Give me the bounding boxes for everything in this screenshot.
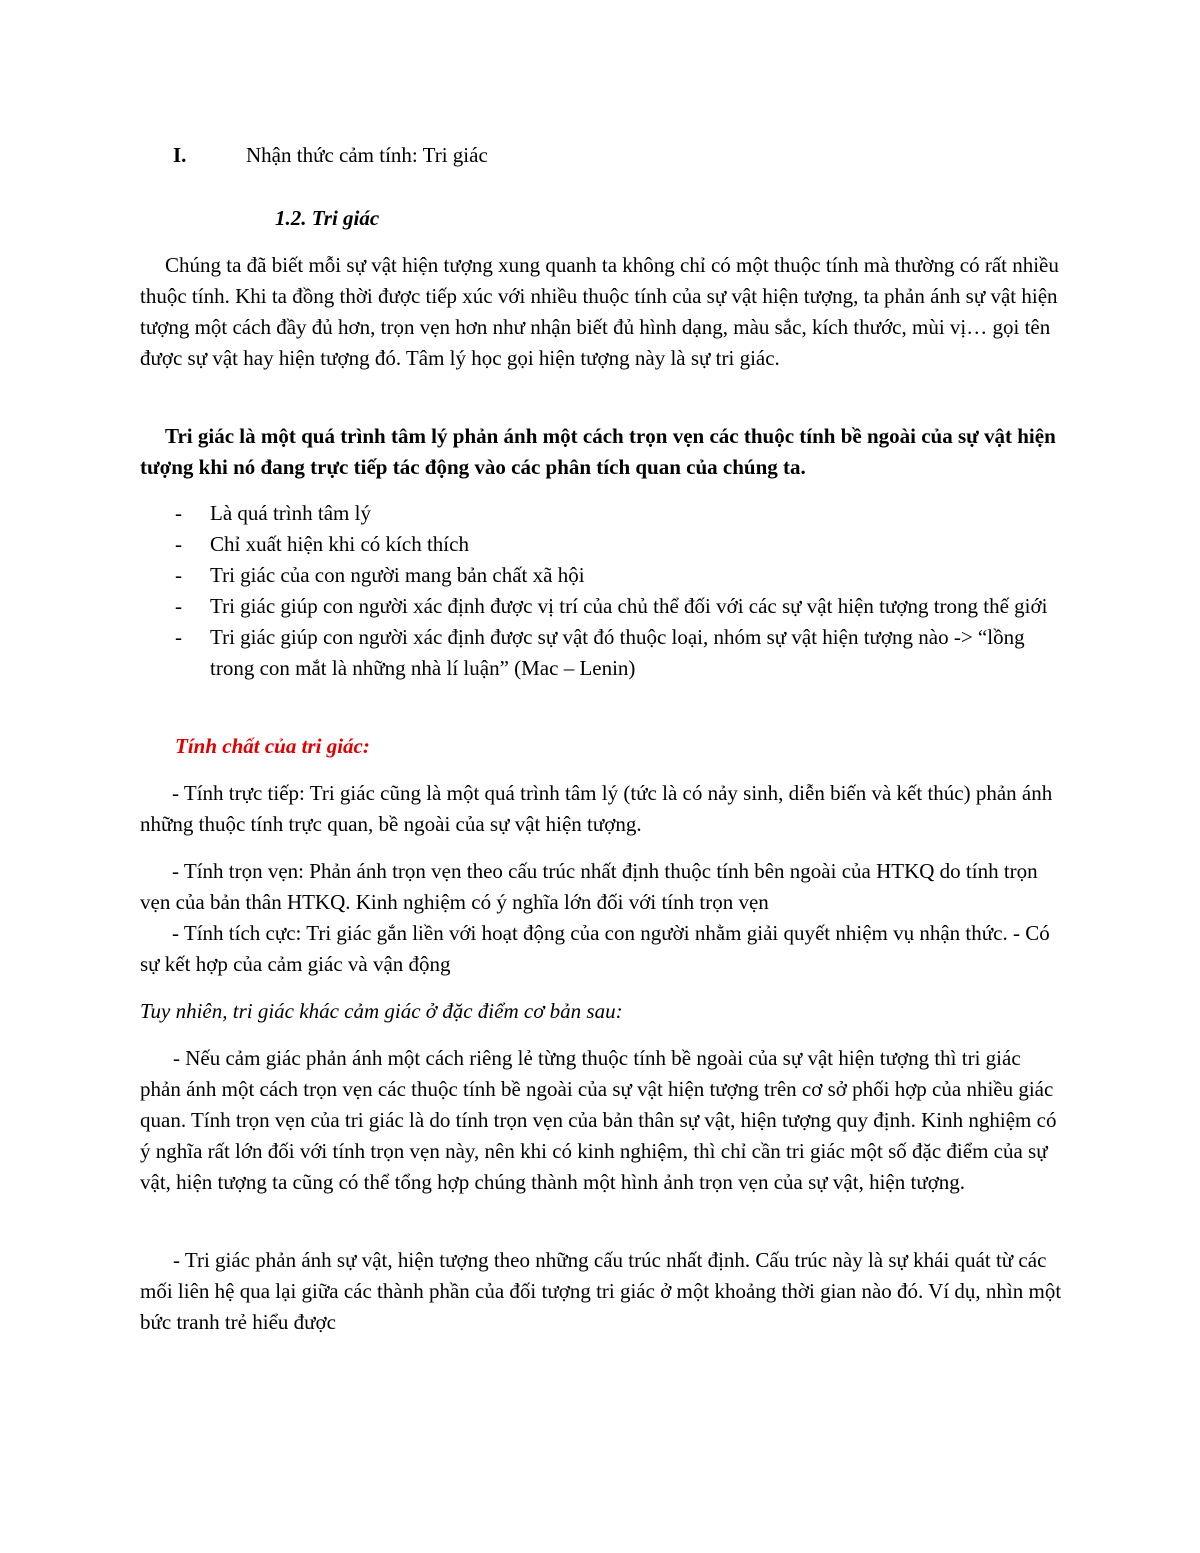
property-direct: - Tính trực tiếp: Tri giác cũng là một quá trình tâm lý (tức là có nảy sinh, diễn biến và kết thúc) phản ánh những thuộc tính trực quan, bề ngoài của sự vật hiện tượng. — [140, 781, 1053, 836]
bullet-dash: - — [175, 563, 182, 587]
bullet-dash: - — [175, 594, 182, 618]
difference-heading: Tuy nhiên, tri giác khác cảm giác ở đặc điểm cơ bản sau: — [140, 999, 623, 1023]
section-title: Nhận thức cảm tính: Tri giác — [246, 143, 488, 167]
bullet-dash: - — [175, 501, 182, 525]
difference-paragraph-2: - Tri giác phản ánh sự vật, hiện tượng theo những cấu trúc nhất định. Cấu trúc này là sự khái quát từ các mối liên hệ qua lại giữa các thành phần của đối tượng tri giác ở một khoảng thời gian nào đó. Ví dụ, nhìn một bức tranh trẻ hiểu được — [140, 1248, 1062, 1334]
intro-paragraph: Chúng ta đã biết mỗi sự vật hiện tượng xung quanh ta không chỉ có một thuộc tính mà thường có rất nhiều thuộc tính. Khi ta đồng thời được tiếp xúc với nhiều thuộc tính của sự vật hiện tượng, ta phản ánh sự vật hiện tượng một cách đầy đủ hơn, trọn vẹn hơn như nhận biết đủ hình dạng, màu sắc, kích thước, mùi vị… gọi tên được sự vật hay hiện tượng đó. Tâm lý học gọi hiện tượng này là sự tri giác. — [140, 253, 1059, 370]
property-whole: - Tính trọn vẹn: Phản ánh trọn vẹn theo cấu trúc nhất định thuộc tính bên ngoài của HTKQ do tính trọn vẹn của bản thân HTKQ. Kinh nghiệm có ý nghĩa lớn đối với tính trọn vẹn — [140, 859, 1038, 914]
bullet-dash: - — [175, 532, 182, 556]
characteristics-list — [173, 498, 1063, 684]
bullet-dash: - — [175, 625, 182, 649]
properties-heading: Tính chất của tri giác: — [175, 734, 370, 758]
section-number: I. — [173, 143, 187, 167]
subsection-title: 1.2. Tri giác — [275, 206, 380, 230]
list-item: - Tri giác của con người mang bản chất xã hội — [173, 560, 1063, 591]
section-heading — [173, 140, 873, 171]
difference-paragraph-1: - Nếu cảm giác phản ánh một cách riêng lẻ từng thuộc tính bề ngoài của sự vật hiện tượng thì tri giác phản ánh một cách trọn vẹn các thuộc tính bề ngoài của sự vật hiện tượng trên cơ sở phối hợp của nhiều giác quan. Tính trọn vẹn của tri giác là do tính trọn vẹn của bản thân sự vật, hiện tượng quy định. Kinh nghiệm có ý nghĩa rất lớn đối với tính trọn vẹn này, nên khi có kinh nghiệm, thì chỉ cần tri giác một số đặc điểm của sự vật, hiện tượng ta cũng có thể tổng hợp chúng thành một hình ảnh trọn vẹn của sự vật, hiện tượng. — [140, 1046, 1057, 1194]
list-item: - Là quá trình tâm lý — [173, 498, 1063, 529]
list-item: - Chỉ xuất hiện khi có kích thích — [173, 529, 1063, 560]
list-item: - Tri giác giúp con người xác định được vị trí của chủ thể đối với các sự vật hiện tượng trong thế giới — [173, 591, 1063, 622]
property-active: - Tính tích cực: Tri giác gắn liền với hoạt động của con người nhằm giải quyết nhiệm vụ nhận thức. - Có sự kết hợp của cảm giác và vận động — [140, 921, 1050, 976]
list-item: - Tri giác giúp con người xác định được sự vật đó thuộc loại, nhóm sự vật hiện tượng nào -> “lồng trong con mắt là những nhà lí luận” (Mac – Lenin) — [173, 622, 1063, 684]
definition-paragraph: Tri giác là một quá trình tâm lý phản ánh một cách trọn vẹn các thuộc tính bề ngoài của sự vật hiện tượng khi nó đang trực tiếp tác động vào các phân tích quan của chúng ta. — [140, 424, 1056, 479]
